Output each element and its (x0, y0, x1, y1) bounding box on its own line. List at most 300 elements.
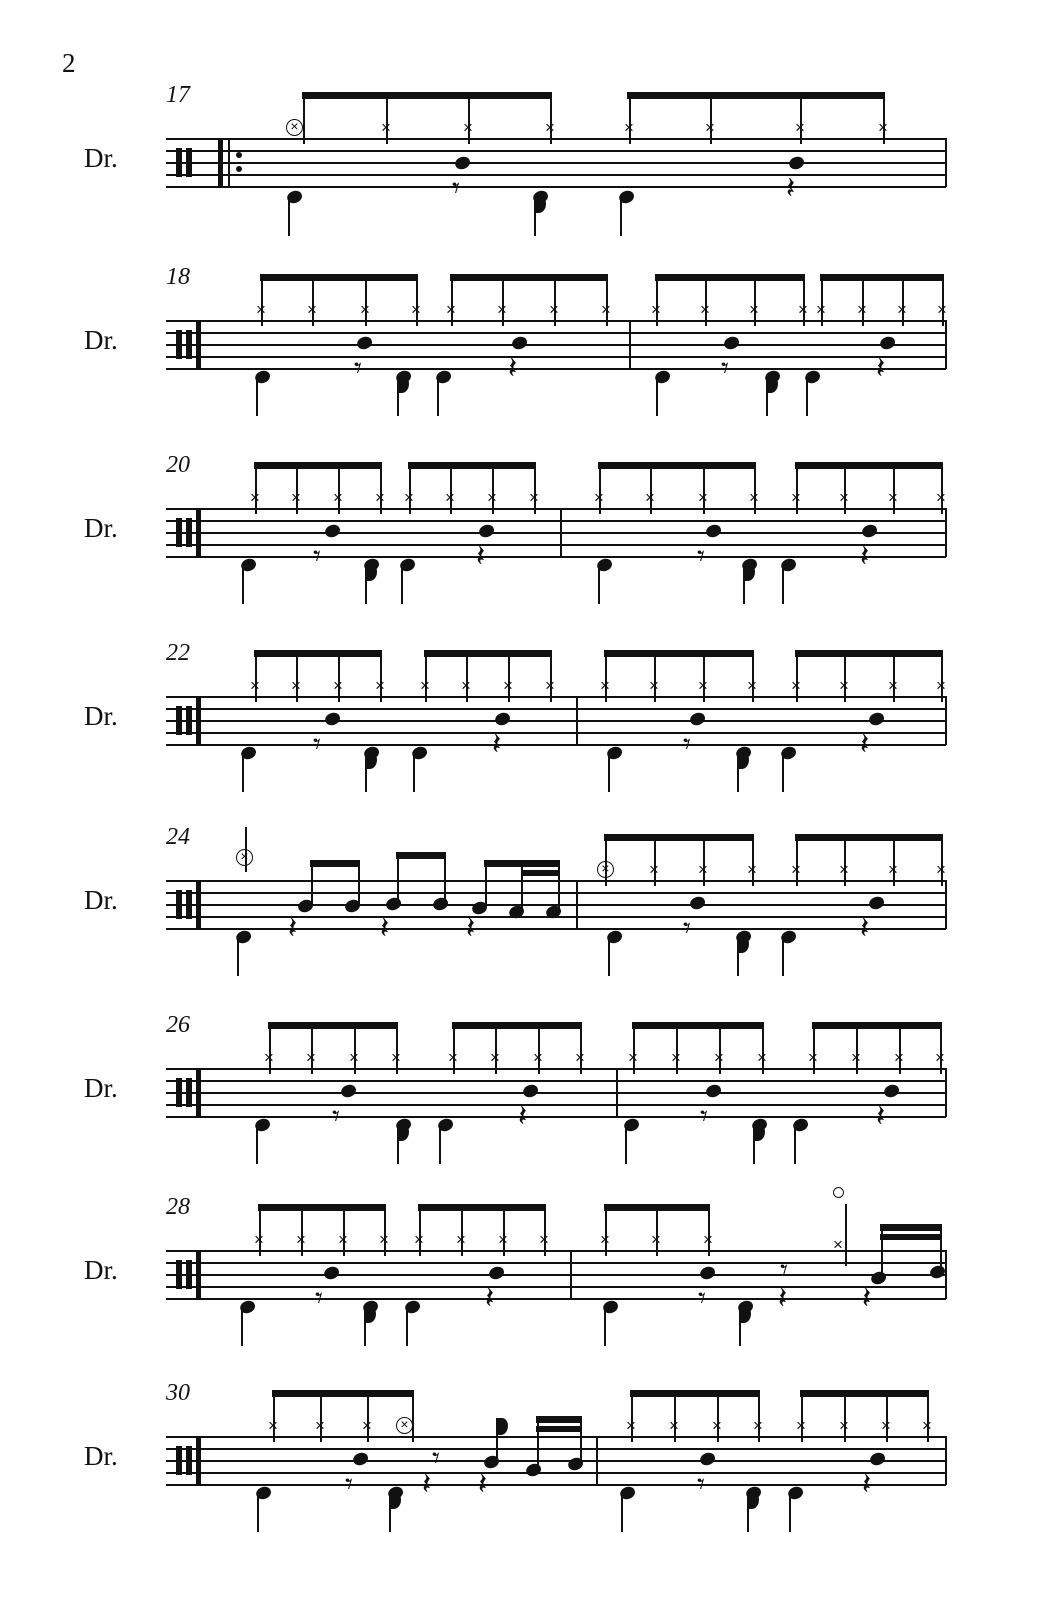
barline (596, 1436, 598, 1485)
stem (580, 1416, 582, 1464)
barline (576, 696, 578, 745)
hihat-note (793, 121, 807, 135)
staff-line (166, 344, 946, 346)
hihat-note (796, 303, 810, 317)
eighth-flag (738, 752, 749, 769)
staff-line (166, 356, 946, 358)
hihat-note (418, 679, 432, 693)
beam (521, 870, 560, 876)
barline (945, 880, 947, 929)
beam (604, 834, 754, 841)
stem (782, 752, 784, 792)
hihat-note (373, 679, 387, 693)
stem (806, 376, 808, 416)
hihat-note (649, 303, 663, 317)
stem (397, 852, 399, 904)
hihat-note (262, 1051, 276, 1065)
instrument-label: Dr. (84, 1441, 118, 1471)
hihat-note (373, 491, 387, 505)
staff-line (166, 1460, 946, 1462)
instrument-label: Dr. (84, 143, 118, 173)
hihat-note (837, 491, 851, 505)
hihat-note (313, 1419, 327, 1433)
hihat-note (377, 1233, 391, 1247)
hihat-note (459, 679, 473, 693)
hihat-note (289, 679, 303, 693)
hihat-note (837, 1419, 851, 1433)
eighth-rest (315, 1284, 323, 1314)
eighth-rest (683, 914, 691, 944)
beam (418, 1204, 546, 1211)
stem (257, 1492, 259, 1532)
staff-line (166, 1448, 946, 1450)
beam (302, 92, 552, 99)
staff (166, 696, 946, 744)
hihat-note (934, 863, 948, 877)
hihat-note (755, 1051, 769, 1065)
stem (358, 860, 360, 905)
staff-line (166, 186, 946, 188)
eighth-flag (767, 376, 778, 393)
instrument-label: Dr. (84, 513, 118, 543)
hihat-note (669, 1051, 683, 1065)
staff-line (166, 508, 946, 510)
hihat-note (527, 491, 541, 505)
percussion-clef-icon (176, 330, 192, 359)
quarter-rest (476, 542, 485, 572)
hihat-note (360, 1419, 374, 1433)
measure-number: 28 (166, 1194, 190, 1220)
stem (437, 376, 439, 416)
beam (627, 92, 885, 99)
beam (820, 274, 944, 281)
stem (444, 852, 446, 904)
quarter-rest (860, 542, 869, 572)
hihat-note (304, 1051, 318, 1065)
stem (485, 860, 487, 908)
barline (945, 320, 947, 369)
hihat-note (886, 491, 900, 505)
staff-line (166, 544, 946, 546)
hihat-note (444, 303, 458, 317)
instrument-label: Dr. (84, 885, 118, 915)
stem (558, 860, 560, 912)
hihat-note (501, 679, 515, 693)
instrument-label: Dr. (84, 1073, 118, 1103)
staff (166, 1250, 946, 1298)
eighth-flag (744, 564, 755, 581)
staff-line (166, 1116, 946, 1118)
beam (396, 852, 446, 859)
hihat-note (789, 679, 803, 693)
quarter-rest (862, 1470, 871, 1500)
hihat-note (701, 1233, 715, 1247)
stem (303, 92, 305, 144)
barline (945, 696, 947, 745)
stem (789, 1492, 791, 1532)
hihat-note (934, 491, 948, 505)
hihat-note (806, 1051, 820, 1065)
hihat-note (446, 1051, 460, 1065)
hihat-note (879, 1419, 893, 1433)
hihat-note (331, 679, 345, 693)
beam (260, 274, 418, 281)
eighth-rest (332, 1102, 340, 1132)
stem (241, 1306, 243, 1346)
beam (598, 462, 756, 469)
hihat-note (496, 1233, 510, 1247)
stem (537, 1416, 539, 1470)
hihat-note (626, 1051, 640, 1065)
system-1 (0, 70, 1042, 240)
beam (812, 1022, 942, 1029)
stem (620, 196, 622, 236)
hihat-note (294, 1233, 308, 1247)
measure-number: 20 (166, 452, 190, 478)
quarter-rest (380, 914, 389, 944)
barline (629, 320, 631, 369)
hihat-note (831, 1238, 845, 1252)
beam (268, 1022, 398, 1029)
hihat-note (920, 1419, 934, 1433)
hihat-note (698, 303, 712, 317)
measure-number: 26 (166, 1012, 190, 1038)
eighth-flag (398, 1124, 409, 1141)
beam (424, 650, 552, 657)
hihat-note (537, 1233, 551, 1247)
page-number: 2 (62, 48, 76, 78)
beam (452, 1022, 582, 1029)
staff-line (166, 732, 946, 734)
staff-line (166, 162, 946, 164)
barline (196, 1436, 201, 1485)
system-5 (0, 812, 1042, 982)
eighth-flag (535, 196, 546, 213)
hihat-note (248, 679, 262, 693)
beam (258, 1204, 386, 1211)
staff-line (166, 332, 946, 334)
barline (196, 880, 201, 929)
beam (880, 1234, 942, 1240)
beam (632, 1022, 764, 1029)
beam (795, 834, 943, 841)
hihat-note (622, 121, 636, 135)
hihat-note (934, 679, 948, 693)
beam (795, 462, 943, 469)
eighth-rest (432, 1444, 440, 1474)
beam (254, 462, 382, 469)
hihat-note (886, 863, 900, 877)
hihat-note (703, 121, 717, 135)
quarter-rest (485, 1284, 494, 1314)
crash-cymbal-note (286, 119, 303, 136)
barline (560, 508, 562, 557)
barline (196, 696, 201, 745)
hihat-note (649, 1233, 663, 1247)
hihat-note (443, 491, 457, 505)
stem (401, 564, 403, 604)
beam (272, 1390, 414, 1397)
beam (655, 274, 805, 281)
stem (406, 1306, 408, 1346)
stem (608, 936, 610, 976)
quarter-rest (876, 354, 885, 384)
instrument-label: Dr. (84, 325, 118, 355)
eighth-rest (700, 1102, 708, 1132)
system-3 (0, 440, 1042, 610)
eighth-rest (721, 354, 729, 384)
percussion-clef-icon (176, 890, 192, 919)
beam (310, 860, 360, 867)
staff-line (166, 174, 946, 176)
staff-line (166, 928, 946, 930)
hihat-note (837, 679, 851, 693)
system-4 (0, 628, 1042, 798)
quarter-rest (518, 1102, 527, 1132)
barline (945, 1068, 947, 1117)
beam (536, 1426, 582, 1432)
hihat-note (248, 491, 262, 505)
staff-line (166, 1472, 946, 1474)
hihat-note (789, 863, 803, 877)
hihat-note (876, 121, 890, 135)
hihat-note (794, 1419, 808, 1433)
staff-line (166, 708, 946, 710)
eighth-flag (366, 564, 377, 581)
measure-number: 17 (166, 82, 190, 108)
hihat-note (454, 1233, 468, 1247)
quarter-rest (786, 174, 795, 204)
crash-cymbal-note (597, 861, 614, 878)
staff-line (166, 720, 946, 722)
quarter-rest (860, 914, 869, 944)
instrument-label: Dr. (84, 1255, 118, 1285)
quarter-rest (466, 914, 475, 944)
staff-line (166, 368, 946, 370)
quarter-rest (288, 914, 297, 944)
hihat-note (543, 679, 557, 693)
eighth-rest (452, 174, 460, 204)
staff-line (166, 1104, 946, 1106)
eighth-flag (398, 376, 409, 393)
quarter-rest (492, 730, 501, 760)
hihat-note (667, 1419, 681, 1433)
stem (412, 1390, 414, 1442)
hihat-note (696, 491, 710, 505)
hihat-note (573, 1051, 587, 1065)
eighth-flag (366, 752, 377, 769)
percussion-clef-icon (176, 148, 192, 177)
hihat-note (643, 491, 657, 505)
staff-line (166, 1092, 946, 1094)
staff-line (166, 1298, 946, 1300)
hihat-note (745, 679, 759, 693)
eighth-rest (313, 730, 321, 760)
hihat-note (751, 1419, 765, 1433)
staff-line (166, 1262, 946, 1264)
system-7 (0, 1182, 1042, 1352)
staff-line (166, 150, 946, 152)
percussion-clef-icon (176, 1260, 192, 1289)
stem (625, 1124, 627, 1164)
eighth-rest (313, 542, 321, 572)
barline (196, 320, 201, 369)
stem (608, 752, 610, 792)
stem (604, 1306, 606, 1346)
eighth-flag (748, 1492, 759, 1509)
barline (616, 1068, 618, 1117)
eighth-flag (740, 1306, 751, 1323)
eighth-rest (683, 730, 691, 760)
stem (288, 196, 290, 236)
hihat-note (789, 491, 803, 505)
barline (576, 880, 578, 929)
measure-number: 18 (166, 264, 190, 290)
staff-line (166, 532, 946, 534)
hihat-note (543, 121, 557, 135)
staff (166, 320, 946, 368)
stem (413, 752, 415, 792)
stem (256, 376, 258, 416)
hihat-note (336, 1233, 350, 1247)
hihat-note (647, 679, 661, 693)
hihat-note (488, 1051, 502, 1065)
barline (945, 508, 947, 557)
percussion-clef-icon (176, 1078, 192, 1107)
open-hihat-icon (833, 1187, 844, 1198)
barline (570, 1250, 572, 1299)
hihat-note (624, 1419, 638, 1433)
hihat-note (747, 303, 761, 317)
hihat-note (305, 303, 319, 317)
beam (536, 1416, 582, 1423)
quarter-rest (422, 1470, 431, 1500)
beam (450, 274, 608, 281)
staff-line (166, 1080, 946, 1082)
hihat-note (837, 863, 851, 877)
eighth-flag (365, 1306, 376, 1323)
stem (256, 1124, 258, 1164)
eighth-rest (697, 1470, 705, 1500)
staff-line (166, 1436, 946, 1438)
hihat-note (358, 303, 372, 317)
barline (196, 1068, 201, 1117)
quarter-rest (508, 354, 517, 384)
quarter-rest (862, 1284, 871, 1314)
hihat-note (598, 679, 612, 693)
quarter-rest (876, 1102, 885, 1132)
hihat-note (696, 679, 710, 693)
percussion-clef-icon (176, 1446, 192, 1475)
stem (245, 827, 247, 872)
barline (945, 1250, 947, 1299)
eighth-rest (697, 542, 705, 572)
staff-line (166, 138, 946, 140)
measure-number: 24 (166, 824, 190, 850)
hihat-note (254, 303, 268, 317)
stem (311, 860, 313, 905)
staff-line (166, 520, 946, 522)
hihat-note (252, 1233, 266, 1247)
beam (880, 1224, 942, 1231)
hihat-note (347, 1051, 361, 1065)
hihat-note (409, 303, 423, 317)
hihat-note (933, 1051, 947, 1065)
hihat-note (402, 491, 416, 505)
hihat-note (599, 303, 613, 317)
stem (242, 752, 244, 792)
eighth-rest (354, 354, 362, 384)
barline (945, 138, 947, 187)
system-6 (0, 1000, 1042, 1170)
quarter-rest (860, 730, 869, 760)
staff (166, 508, 946, 556)
hihat-note (710, 1419, 724, 1433)
staff (166, 880, 946, 928)
crash-cymbal-note (396, 1417, 413, 1434)
staff-line (166, 556, 946, 558)
hihat-note (598, 1233, 612, 1247)
stem (439, 1124, 441, 1164)
barline (228, 138, 230, 187)
measure-number: 30 (166, 1380, 190, 1406)
hihat-note (289, 491, 303, 505)
staff-line (166, 744, 946, 746)
quarter-rest (778, 1284, 787, 1314)
stem (782, 936, 784, 976)
beam (800, 1390, 928, 1397)
hihat-note (531, 1051, 545, 1065)
stem (794, 1124, 796, 1164)
stem (242, 564, 244, 604)
stem (782, 564, 784, 604)
hihat-note (849, 1051, 863, 1065)
beam (604, 650, 754, 657)
hihat-note (495, 303, 509, 317)
staff-line (166, 1484, 946, 1486)
stem (521, 860, 523, 912)
staff (166, 1436, 946, 1484)
eighth-rest (698, 1284, 706, 1314)
stem (621, 1492, 623, 1532)
hihat-note (331, 491, 345, 505)
percussion-clef-icon (176, 518, 192, 547)
beam (254, 650, 382, 657)
instrument-label: Dr. (84, 701, 118, 731)
staff-line (166, 892, 946, 894)
stem (237, 936, 239, 976)
eighth-flag (497, 1418, 508, 1435)
hihat-note (266, 1419, 280, 1433)
hihat-note (935, 303, 949, 317)
hihat-note (379, 121, 393, 135)
staff (166, 1068, 946, 1116)
hihat-note (647, 863, 661, 877)
system-8 (0, 1368, 1042, 1538)
hihat-note (461, 121, 475, 135)
barline (196, 1250, 201, 1299)
eighth-rest (345, 1470, 353, 1500)
measure-number: 22 (166, 640, 190, 666)
barline (196, 508, 201, 557)
stem (845, 1204, 847, 1266)
hihat-note (895, 303, 909, 317)
hihat-note (592, 491, 606, 505)
hihat-note (485, 491, 499, 505)
stem (598, 564, 600, 604)
hihat-note (389, 1051, 403, 1065)
eighth-flag (754, 1124, 765, 1141)
